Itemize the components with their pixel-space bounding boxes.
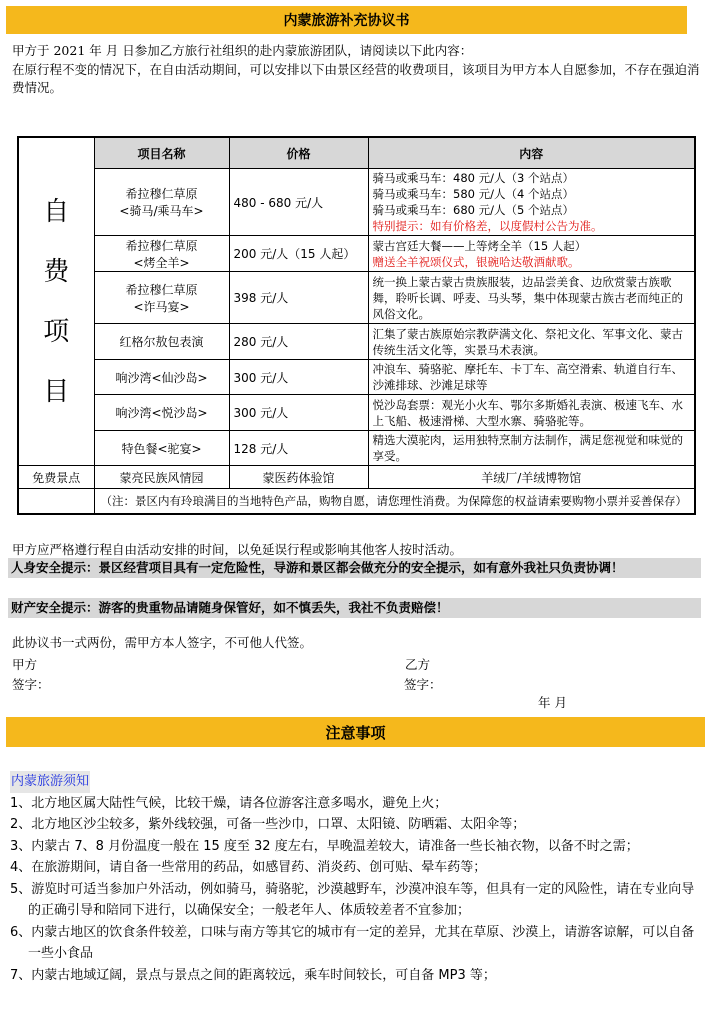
item-price: 300 元/人 (229, 360, 368, 395)
list-item: 4、在旅游期间，请自备一些常用的药品，如感冒药、消炎药、创可贴、晕车药等； (10, 860, 487, 875)
party-b-signature: 签字： (404, 677, 442, 692)
intro-line-1: 甲方于 2021 年 月 日参加乙方旅行社组织的赴内蒙旅游团队，请阅读以下此内容： (12, 43, 473, 58)
item-content: 统一换上蒙古蒙古贵族服装，边品尝美食、边欣赏蒙古族歌舞，聆听长调、呼麦、马头琴，集中体现蒙古族古老而纯正的风俗文化。 (368, 272, 695, 324)
signing-date: 年 月 (538, 695, 567, 710)
item-name: 特色餐<驼宴> (94, 431, 229, 466)
table-row (18, 324, 695, 360)
header-price: 价格 (229, 137, 368, 169)
fee-items-side-label: 自 费 项 目 (18, 137, 94, 466)
list-item: 7、内蒙古地域辽阔，景点与景点之间的距离较远，乘车时间较长，可自备 MP3 等； (10, 967, 496, 983)
free-spot: 羊绒厂/羊绒博物馆 (368, 466, 695, 489)
table-row (18, 272, 695, 324)
list-item: 3、内蒙古 7、8 月份温度一般在 15 度至 32 度左右，早晚温差较大，请准备一些长袖衣物，以备不时之需； (10, 838, 639, 854)
item-content: 骑马或乘马车：480 元/人（3 个站点） 骑马或乘马车：580 元/人（4 个站点） 骑马或乘马车：680 元/人（5 个站点） 特别提示：如有价格差，以度假村公告为准。 (368, 169, 695, 236)
free-spots-label: 免费景点 (18, 466, 94, 489)
item-name: 希拉穆仁草原 <诈马宴> (94, 272, 229, 324)
party-a-label: 甲方 (12, 657, 38, 672)
free-spots-row (18, 466, 695, 489)
item-price: 128 元/人 (229, 431, 368, 466)
item-content: 汇集了蒙古族原始宗教萨满文化、祭祀文化、军事文化、蒙古传统生活文化等，实景马术表演。 (368, 324, 695, 360)
list-item: 2、北方地区沙尘较多，紫外线较强，可备一些沙巾，口罩、太阳镜、防晒霜、太阳伞等； (10, 817, 526, 832)
item-name: 响沙湾<仙沙岛> (94, 360, 229, 395)
item-price: 200 元/人（15 人起） (229, 236, 368, 272)
schedule-reminder: 甲方应严格遵行程自由活动安排的时间，以免延误行程或影响其他客人按时活动。 (12, 542, 463, 557)
list-item: 6、内蒙古地区的饮食条件较差，口味与南方等其它的城市有一定的差异，尤其在草原、沙漠上，请游客谅解，可以自备一些小食品 (10, 924, 695, 961)
item-name: 红格尔敖包表演 (94, 324, 229, 360)
notice-title: 注意事项 (6, 717, 705, 747)
party-a-signature: 签字： (12, 677, 50, 692)
table-row (18, 236, 695, 272)
item-price: 280 元/人 (229, 324, 368, 360)
free-spot: 蒙医药体验馆 (229, 466, 368, 489)
table-row (18, 360, 695, 395)
document-title: 内蒙旅游补充协议书 (6, 6, 687, 34)
header-content: 内容 (368, 137, 695, 169)
item-content: 悦沙岛套票：观光小火车、鄂尔多斯婚礼表演、极速飞车、水上飞船、极速滑梯、大型水寨、骑骆驼等。 (368, 395, 695, 431)
item-price: 300 元/人 (229, 395, 368, 431)
personal-safety-warning: 人身安全提示：景区经营项目具有一定危险性，导游和景区都会做充分的安全提示，如有意外我社只负责协调！ (8, 558, 701, 578)
item-content: 精选大漠驼肉，运用独特烹制方法制作，满足您视觉和味觉的享受。 (368, 431, 695, 466)
item-content: 蒙古宫廷大餐——上等烤全羊（15 人起） 赠送全羊祝颂仪式，银碗哈达敬酒献歌。 (368, 236, 695, 272)
free-note: （注：景区内有玲琅满目的当地特色产品，购物自愿，请您理性消费。为保障您的权益请索要购物小票并妥善保存） (94, 489, 695, 515)
item-price: 480 - 680 元/人 (229, 169, 368, 236)
free-spot: 蒙亮民族风情园 (94, 466, 229, 489)
table-row (18, 169, 695, 236)
item-name: 希拉穆仁草原 <烤全羊> (94, 236, 229, 272)
intro-line-2: 在原行程不变的情况下，在自由活动期间，可以安排以下由景区经营的收费项目，该项目为甲方本人自愿参加，不存在强迫消费情况。 (12, 62, 700, 95)
property-safety-warning: 财产安全提示：游客的贵重物品请随身保管好，如不慎丢失，我社不负责赔偿！ (8, 598, 701, 618)
item-content: 冲浪车、骑骆驼、摩托车、卡丁车、高空滑索、轨道自行车、沙滩排球、沙滩足球等 (368, 360, 695, 395)
item-name: 希拉穆仁草原 <骑马/乘马车> (94, 169, 229, 236)
free-note-row (18, 489, 695, 515)
table-row (18, 431, 695, 466)
header-name: 项目名称 (94, 137, 229, 169)
list-item: 1、北方地区属大陆性气候，比较干燥，请各位游客注意多喝水，避免上火； (10, 795, 448, 811)
item-price: 398 元/人 (229, 272, 368, 324)
notice-heading: 内蒙旅游须知 (10, 771, 90, 793)
party-b-label: 乙方 (405, 657, 431, 672)
table-row (18, 395, 695, 431)
notice-list (10, 771, 705, 986)
list-item: 5、游览时可适当参加户外活动，例如骑马，骑骆驼，沙漠越野车，沙漠冲浪车等，但具有一定的风险性，请在专业向导的正确引导和陪同下进行，以确保安全；一般老年人、体质较差者不宜参加； (10, 881, 695, 918)
item-name: 响沙湾<悦沙岛> (94, 395, 229, 431)
fee-items-table (17, 136, 696, 515)
signing-note: 此协议书一式两份，需甲方本人签字，不可他人代签。 (12, 635, 313, 650)
